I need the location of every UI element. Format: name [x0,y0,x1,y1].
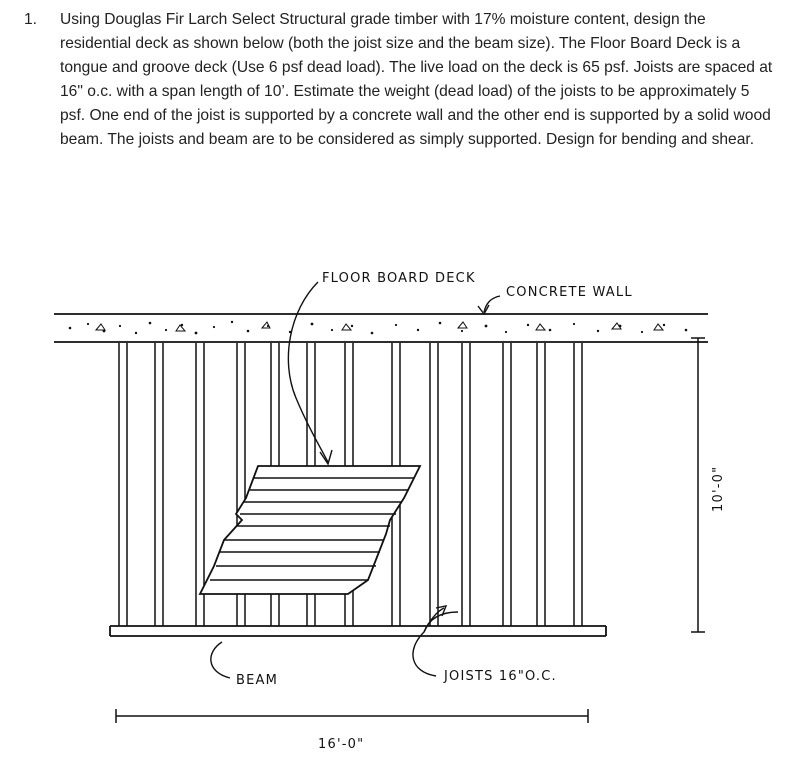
width-dimension-line [116,709,588,723]
concrete-wall-label: CONCRETE WALL [506,285,633,300]
floor-board-deck-label: FLOOR BOARD DECK [322,271,476,286]
joist [119,343,127,626]
joists-leader [413,606,458,676]
joist [430,343,438,626]
joist [196,343,204,626]
beam-label: BEAM [236,673,279,688]
concrete-wall-leader [478,296,500,314]
joist [503,343,511,626]
span-dimension-line [691,338,705,632]
joist [537,343,545,626]
joist [462,343,470,626]
joist [574,343,582,626]
problem-text: Using Douglas Fir Larch Select Structural grade timber with 17% moisture content, design the residential deck as shown below (both the joist size and the beam size). The Floor Board Deck is a tongue and groove deck (Use 6 psf dead load). The live load on the deck is 65 psf. Joists are spaced at 16" o.c. with a span length of 10’. Estimate the weight (dead load) of the joists to be approximately 5 psf. One end of the joist is supported by a concrete wall and the other end is supported by a solid wood beam. The joists and beam are to be considered as simply supported. Design for bending and shear. [60,11,773,148]
joist [155,343,163,626]
beam [110,626,606,636]
span-dimension-label: 10'-0" [711,465,726,512]
problem-number: 1. [24,11,38,28]
width-dimension-label: 16'-0" [318,737,365,752]
floor-board-leader [288,282,332,464]
concrete-speckle [69,321,688,335]
joists-label: JOISTS 16"O.C. [444,669,557,684]
floor-board-deck [200,466,420,594]
concrete-wall [54,314,708,342]
concrete-aggregate [96,322,663,331]
beam-leader [211,642,230,678]
